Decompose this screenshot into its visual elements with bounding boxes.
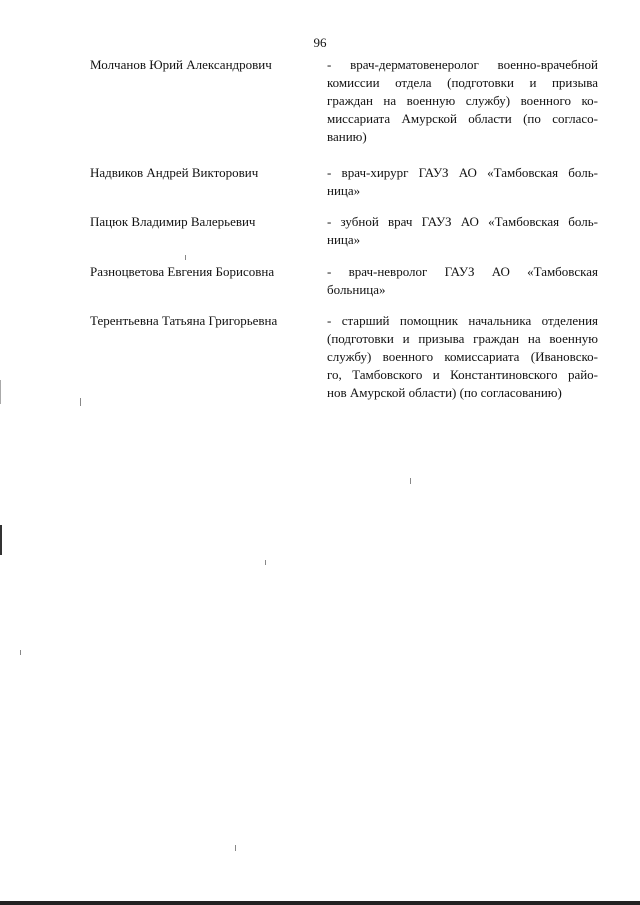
member-role [327,312,598,402]
scan-artifact [20,650,21,655]
scan-artifact [185,255,186,260]
member-name: Терентьевна Татьяна Григорьевна [90,313,278,328]
member-role [327,164,598,200]
member-role [327,263,598,299]
member-name: Пацюк Владимир Валерьевич [90,214,256,229]
member-name: Надвиков Андрей Викторович [90,165,259,180]
role-line: нов Амурской области) (по согласованию) [327,385,562,400]
role-line: - зубной врач ГАУЗ АО «Тамбовская боль- [327,214,598,229]
scan-artifact [0,525,2,555]
scan-artifact [235,845,236,851]
scan-artifact [410,478,411,484]
member-name: Разноцветова Евгения Борисовна [90,264,275,279]
member-name: Молчанов Юрий Александрович [90,57,272,72]
role-line: ница» [327,183,361,198]
page-number: 96 [313,35,327,50]
role-line: - врач-хирург ГАУЗ АО «Тамбовская боль- [327,165,598,180]
role-line: службу) военного комиссариата (Ивановско- [327,349,598,364]
member-role [327,213,598,249]
role-line: граждан на военную службу) военного ко- [327,93,598,108]
scan-artifact [265,560,266,565]
role-line: (подготовки и призыва граждан на военную [327,331,598,346]
role-line: ванию) [327,129,367,144]
role-line: миссариата Амурской области (по согласо- [327,111,598,126]
member-role [327,56,598,146]
role-line: го, Тамбовского и Константиновского райо- [327,367,598,382]
role-line: - старший помощник начальника отделения [327,313,598,328]
role-line: комиссии отдела (подготовки и призыва [327,75,598,90]
role-line: - врач-невролог ГАУЗ АО «Тамбовская [327,264,598,279]
scan-artifact [80,398,81,406]
role-line: - врач-дерматовенеролог военно-врачебной [327,57,598,72]
scan-edge [0,901,640,905]
role-line: ница» [327,232,361,247]
scan-artifact [0,380,1,404]
role-line: больница» [327,282,386,297]
